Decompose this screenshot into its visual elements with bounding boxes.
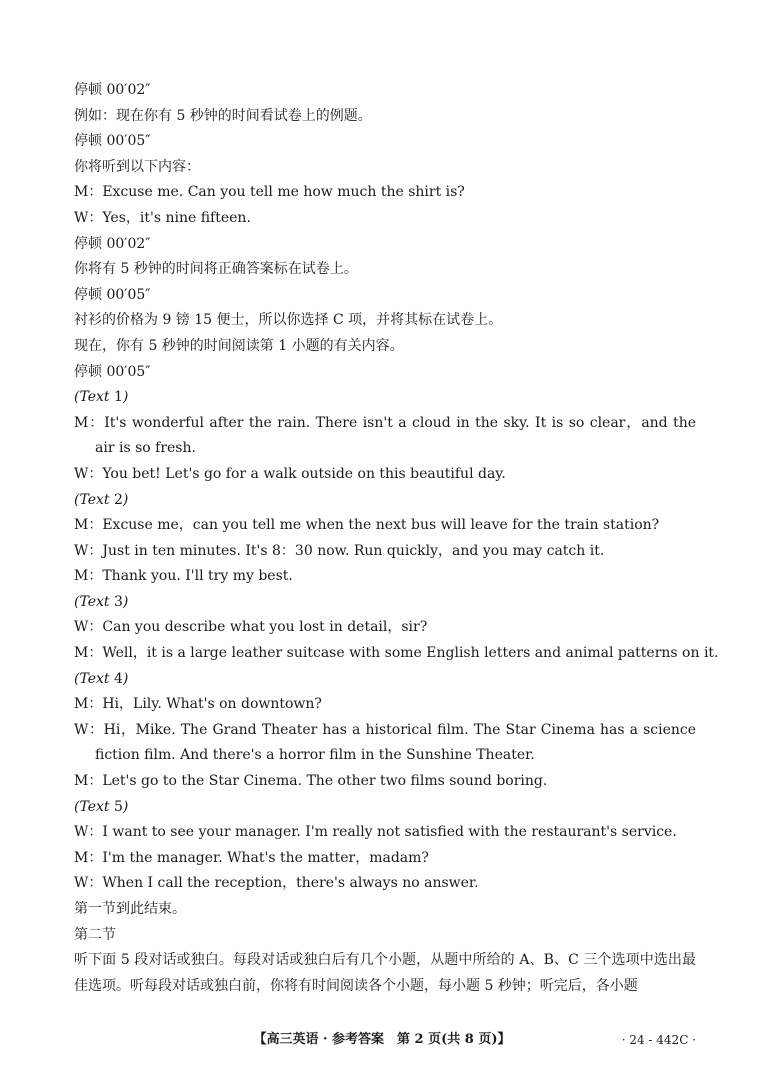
text-heading: (Text 1) <box>74 389 129 406</box>
dialogue-line: M：Thank you. I'll try my best. <box>74 568 293 585</box>
dialogue-line: W：Hi，Mike. The Grand Theater has a historical film. The Star Cinema has a science fiction film. And there's a horror film in the Sunshine Theater. <box>74 721 696 764</box>
instruction-line: 你将有 5 秒钟的时间将正确答案标在试卷上。 <box>74 261 358 278</box>
text-heading-word: Text <box>79 670 110 687</box>
footer-title: 【高三英语 · 参考答案 第 2 页(共 8 页)】 <box>253 1032 511 1047</box>
dialogue-line: M：Excuse me，can you tell me when the next bus will leave for the train station? <box>74 517 660 534</box>
document-body <box>74 78 719 999</box>
instruction-line: 你将听到以下内容： <box>74 158 200 175</box>
dialogue-line: M：Let's go to the Star Cinema. The other two films sound boring. <box>74 773 548 790</box>
instruction-line: 衬衫的价格为 9 镑 15 便士，所以你选择 C 项，并将其标在试卷上。 <box>74 312 503 329</box>
text-heading: (Text 4) <box>74 670 129 687</box>
dialogue-line: W：Can you describe what you lost in detail，sir? <box>74 619 428 636</box>
dialogue-line: M：I'm the manager. What's the matter，madam? <box>74 849 429 866</box>
example-dialogue-line: M：Excuse me. Can you tell me how much the shirt is? <box>74 184 465 201</box>
pause-line: 停顿 00′05″ <box>74 363 151 380</box>
text-heading-number: 3 <box>113 593 123 610</box>
dialogue-line: W：I want to see your manager. I'm really not satisfied with the restaurant's service. <box>74 824 677 841</box>
pause-line: 停顿 00′02″ <box>74 235 151 252</box>
pause-line: 停顿 00′02″ <box>74 82 151 98</box>
text-heading-word: Text <box>79 593 110 610</box>
footer-code: · 24 - 442C · <box>621 1033 696 1047</box>
dialogue-line: W：You bet! Let's go for a walk outside on this beautiful day. <box>74 465 506 482</box>
instruction-line: 现在，你有 5 秒钟的时间阅读第 1 小题的有关内容。 <box>74 337 404 354</box>
instruction-line: 例如：现在你有 5 秒钟的时间看试卷上的例题。 <box>74 107 372 124</box>
section-end-line: 第一节到此结束。 <box>74 901 186 917</box>
text-heading-word: Text <box>79 798 110 815</box>
dialogue-line: W：When I call the reception，there's always no answer. <box>74 875 479 892</box>
text-heading-number: 4 <box>113 670 123 687</box>
text-heading: (Text 2) <box>74 491 129 508</box>
section-instructions: 听下面 5 段对话或独白。每段对话或独白后有几个小题，从题中所给的 A、B、C 三个选项中选出最佳选项。听每段对话或独白前，你将有时间阅读各个小题，每小题 5 秒钟；听完后，各小题 <box>74 952 696 994</box>
dialogue-line: M：Hi，Lily. What's on downtown? <box>74 696 322 713</box>
text-heading-number: 2 <box>113 491 123 508</box>
text-heading-word: Text <box>79 491 110 508</box>
example-dialogue-line: W：Yes，it's nine fifteen. <box>74 209 251 226</box>
text-heading: (Text 3) <box>74 593 129 610</box>
page-footer <box>0 1030 764 1050</box>
text-heading-word: Text <box>79 389 110 406</box>
text-heading-number: 5 <box>113 798 123 815</box>
dialogue-line: M：Well，it is a large leather suitcase with some English letters and animal patterns on it. <box>74 645 719 662</box>
dialogue-line: W：Just in ten minutes. It's 8：30 now. Run quickly，and you may catch it. <box>74 542 605 559</box>
dialogue-line: M：It's wonderful after the rain. There isn't a cloud in the sky. It is so clear，and the air is so fresh. <box>74 414 696 457</box>
section-title: 第二节 <box>74 926 116 943</box>
pause-line: 停顿 00′05″ <box>74 286 151 303</box>
pause-line: 停顿 00′05″ <box>74 133 151 150</box>
text-heading-number: 1 <box>113 389 123 406</box>
text-heading: (Text 5) <box>74 798 129 815</box>
